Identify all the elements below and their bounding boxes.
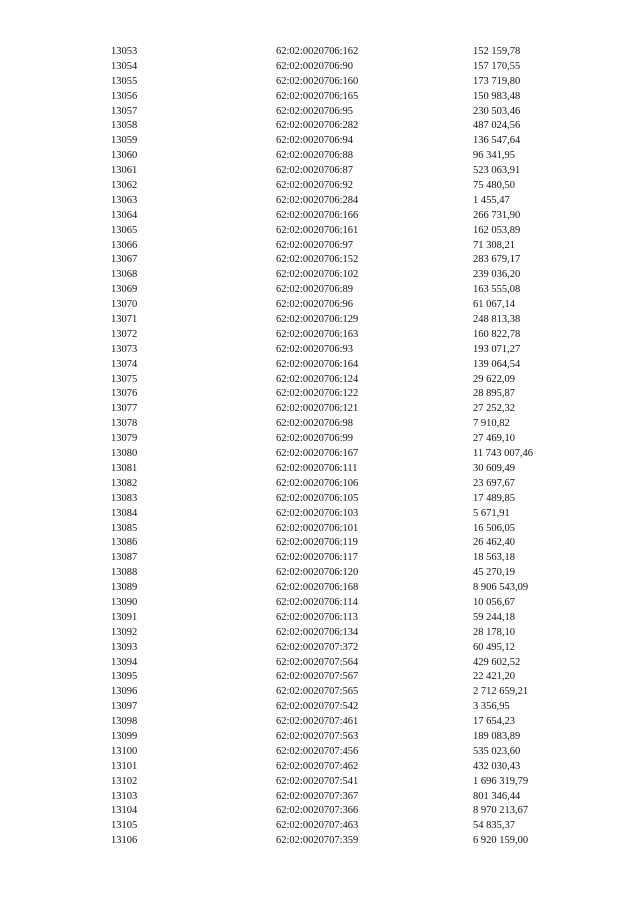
row-number: 13093	[111, 641, 138, 653]
row-number: 13102	[111, 775, 138, 787]
table-row	[0, 596, 640, 611]
row-number: 13060	[111, 150, 138, 162]
row-number: 13057	[111, 105, 138, 117]
row-number: 13090	[111, 596, 138, 608]
row-number: 13105	[111, 820, 138, 832]
cadastral-value: 163 555,08	[473, 284, 521, 296]
cadastral-value: 432 030,43	[473, 760, 521, 772]
table-row	[0, 775, 640, 790]
cadastral-number: 62:02:0020706:89	[276, 284, 354, 296]
cadastral-number: 62:02:0020707:372	[276, 641, 359, 653]
cadastral-number: 62:02:0020706:111	[276, 462, 358, 474]
table-row	[0, 253, 640, 268]
cadastral-number: 62:02:0020706:117	[276, 552, 358, 564]
row-number: 13058	[111, 120, 138, 132]
table-row	[0, 179, 640, 194]
cadastral-number: 62:02:0020706:103	[276, 507, 359, 519]
row-number: 13084	[111, 507, 138, 519]
table-row	[0, 492, 640, 507]
cadastral-value: 283 679,17	[473, 254, 521, 266]
table-row	[0, 477, 640, 492]
table-row	[0, 149, 640, 164]
row-number: 13067	[111, 254, 138, 266]
table-row	[0, 790, 640, 805]
cadastral-value: 29 622,09	[473, 373, 515, 385]
table-row	[0, 373, 640, 388]
cadastral-value: 17 489,85	[473, 492, 515, 504]
table-row	[0, 447, 640, 462]
cadastral-number: 62:02:0020706:284	[276, 194, 359, 206]
row-number: 13079	[111, 433, 138, 445]
table-row	[0, 164, 640, 179]
cadastral-number: 62:02:0020707:563	[276, 730, 359, 742]
table-row	[0, 239, 640, 254]
row-number: 13086	[111, 537, 138, 549]
cadastral-number: 62:02:0020706:167	[276, 448, 359, 460]
cadastral-value: 60 495,12	[473, 641, 515, 653]
row-number: 13074	[111, 358, 138, 370]
table-row	[0, 60, 640, 75]
row-number: 13054	[111, 60, 138, 72]
cadastral-value: 22 421,20	[473, 671, 515, 683]
table-row	[0, 670, 640, 685]
cadastral-value: 239 036,20	[473, 269, 521, 281]
table-row	[0, 313, 640, 328]
row-number: 13078	[111, 418, 138, 430]
cadastral-number: 62:02:0020707:367	[276, 790, 359, 802]
table-row	[0, 551, 640, 566]
table-row	[0, 387, 640, 402]
cadastral-number: 62:02:0020707:462	[276, 760, 359, 772]
cadastral-number: 62:02:0020706:122	[276, 388, 359, 400]
table-row	[0, 522, 640, 537]
row-number: 13100	[111, 745, 138, 757]
row-number: 13064	[111, 209, 138, 221]
cadastral-number: 62:02:0020706:164	[276, 358, 359, 370]
cadastral-value: 23 697,67	[473, 477, 515, 489]
cadastral-number: 62:02:0020706:90	[276, 60, 354, 72]
cadastral-value: 523 063,91	[473, 165, 521, 177]
table-row	[0, 656, 640, 671]
cadastral-number: 62:02:0020706:163	[276, 328, 359, 340]
table-row	[0, 119, 640, 134]
cadastral-value: 1 455,47	[473, 194, 510, 206]
row-number: 13095	[111, 671, 138, 683]
cadastral-number: 62:02:0020706:119	[276, 537, 358, 549]
cadastral-value: 26 462,40	[473, 537, 515, 549]
row-number: 13069	[111, 284, 138, 296]
table-row	[0, 343, 640, 358]
cadastral-number: 62:02:0020706:134	[276, 626, 359, 638]
cadastral-value: 193 071,27	[473, 343, 521, 355]
row-number: 13059	[111, 135, 138, 147]
table-row	[0, 45, 640, 60]
table-row	[0, 358, 640, 373]
row-number: 13083	[111, 492, 138, 504]
cadastral-value: 160 822,78	[473, 328, 521, 340]
table-row	[0, 209, 640, 224]
row-number: 13071	[111, 314, 138, 326]
table-row	[0, 760, 640, 775]
cadastral-value: 230 503,46	[473, 105, 521, 117]
cadastral-value: 162 053,89	[473, 224, 521, 236]
table-row	[0, 641, 640, 656]
table-row	[0, 715, 640, 730]
row-number: 13082	[111, 477, 138, 489]
cadastral-value: 11 743 007,46	[473, 448, 533, 460]
cadastral-value: 487 024,56	[473, 120, 521, 132]
cadastral-number: 62:02:0020706:102	[276, 269, 359, 281]
cadastral-number: 62:02:0020706:94	[276, 135, 354, 147]
cadastral-number: 62:02:0020706:93	[276, 343, 354, 355]
cadastral-value: 3 356,95	[473, 701, 510, 713]
cadastral-value: 136 547,64	[473, 135, 521, 147]
cadastral-value: 45 270,19	[473, 567, 515, 579]
cadastral-number: 62:02:0020706:121	[276, 403, 359, 415]
row-number: 13092	[111, 626, 138, 638]
row-number: 13073	[111, 343, 138, 355]
row-number: 13091	[111, 611, 138, 623]
cadastral-value: 189 083,89	[473, 730, 521, 742]
cadastral-number: 62:02:0020707:541	[276, 775, 359, 787]
cadastral-number: 62:02:0020706:106	[276, 477, 359, 489]
row-number: 13065	[111, 224, 138, 236]
row-number: 13080	[111, 448, 138, 460]
cadastral-value: 59 244,18	[473, 611, 515, 623]
cadastral-number: 62:02:0020706:113	[276, 611, 358, 623]
cadastral-value: 96 341,95	[473, 150, 515, 162]
cadastral-number: 62:02:0020706:99	[276, 433, 354, 445]
cadastral-number: 62:02:0020707:359	[276, 835, 359, 847]
cadastral-number: 62:02:0020706:282	[276, 120, 359, 132]
cadastral-number: 62:02:0020706:124	[276, 373, 359, 385]
cadastral-value: 54 835,37	[473, 820, 515, 832]
table-row	[0, 685, 640, 700]
cadastral-value: 7 910,82	[473, 418, 510, 430]
cadastral-value: 157 170,55	[473, 60, 521, 72]
row-number: 13099	[111, 730, 138, 742]
table-row	[0, 462, 640, 477]
row-number: 13103	[111, 790, 138, 802]
row-number: 13061	[111, 165, 138, 177]
cadastral-value: 535 023,60	[473, 745, 521, 757]
cadastral-value: 5 671,91	[473, 507, 510, 519]
row-number: 13085	[111, 522, 138, 534]
cadastral-value: 248 813,38	[473, 314, 521, 326]
cadastral-number: 62:02:0020707:564	[276, 656, 359, 668]
row-number: 13056	[111, 90, 138, 102]
row-number: 13097	[111, 701, 138, 713]
cadastral-value: 71 308,21	[473, 239, 515, 251]
row-number: 13053	[111, 46, 138, 57]
cadastral-value: 61 067,14	[473, 299, 515, 311]
cadastral-number: 62:02:0020706:120	[276, 567, 359, 579]
row-number: 13096	[111, 686, 138, 698]
cadastral-number: 62:02:0020706:165	[276, 90, 359, 102]
row-number: 13077	[111, 403, 138, 415]
cadastral-value: 152 159,78	[473, 46, 521, 57]
cadastral-number: 62:02:0020707:463	[276, 820, 359, 832]
cadastral-value: 139 064,54	[473, 358, 521, 370]
cadastral-number: 62:02:0020707:542	[276, 701, 359, 713]
table-row	[0, 268, 640, 283]
cadastral-number: 62:02:0020706:92	[276, 180, 354, 192]
row-number: 13101	[111, 760, 138, 772]
cadastral-value: 6 920 159,00	[473, 835, 529, 847]
table-row	[0, 566, 640, 581]
cadastral-value: 27 252,32	[473, 403, 515, 415]
row-number: 13068	[111, 269, 138, 281]
cadastral-value: 8 906 543,09	[473, 582, 529, 594]
table-row	[0, 834, 640, 849]
cadastral-value: 30 609,49	[473, 462, 515, 474]
table-row	[0, 90, 640, 105]
table-row	[0, 432, 640, 447]
cadastral-value-table	[0, 45, 640, 849]
cadastral-number: 62:02:0020706:114	[276, 596, 358, 608]
table-row	[0, 298, 640, 313]
table-row	[0, 626, 640, 641]
cadastral-number: 62:02:0020706:105	[276, 492, 359, 504]
row-number: 13055	[111, 75, 138, 87]
cadastral-value: 18 563,18	[473, 552, 515, 564]
cadastral-value: 28 178,10	[473, 626, 515, 638]
cadastral-value: 150 983,48	[473, 90, 521, 102]
cadastral-value: 266 731,90	[473, 209, 521, 221]
cadastral-value: 17 654,23	[473, 716, 515, 728]
cadastral-number: 62:02:0020706:96	[276, 299, 354, 311]
row-number: 13076	[111, 388, 138, 400]
row-number: 13098	[111, 716, 138, 728]
table-row	[0, 819, 640, 834]
table-row	[0, 700, 640, 715]
cadastral-value: 173 719,80	[473, 75, 521, 87]
table-row	[0, 804, 640, 819]
row-number: 13094	[111, 656, 138, 668]
row-number: 13063	[111, 194, 138, 206]
cadastral-value: 16 506,05	[473, 522, 515, 534]
cadastral-value: 27 469,10	[473, 433, 515, 445]
cadastral-number: 62:02:0020706:129	[276, 314, 359, 326]
row-number: 13075	[111, 373, 138, 385]
row-number: 13106	[111, 835, 138, 847]
table-row	[0, 328, 640, 343]
cadastral-number: 62:02:0020706:160	[276, 75, 359, 87]
cadastral-number: 62:02:0020706:161	[276, 224, 359, 236]
cadastral-value: 801 346,44	[473, 790, 521, 802]
table-row	[0, 402, 640, 417]
cadastral-value: 10 056,67	[473, 596, 515, 608]
cadastral-number: 62:02:0020706:87	[276, 165, 354, 177]
cadastral-number: 62:02:0020706:97	[276, 239, 354, 251]
table-row	[0, 581, 640, 596]
table-row	[0, 283, 640, 298]
cadastral-number: 62:02:0020706:95	[276, 105, 354, 117]
cadastral-number: 62:02:0020707:461	[276, 716, 359, 728]
row-number: 13066	[111, 239, 138, 251]
row-number: 13087	[111, 552, 138, 564]
cadastral-value: 8 970 213,67	[473, 805, 529, 817]
cadastral-number: 62:02:0020706:101	[276, 522, 359, 534]
table-row	[0, 745, 640, 760]
cadastral-value: 1 696 319,79	[473, 775, 529, 787]
cadastral-number: 62:02:0020706:166	[276, 209, 359, 221]
table-row	[0, 536, 640, 551]
row-number: 13081	[111, 462, 138, 474]
cadastral-value: 75 480,50	[473, 180, 515, 192]
row-number: 13072	[111, 328, 138, 340]
table-row	[0, 224, 640, 239]
cadastral-number: 62:02:0020706:152	[276, 254, 359, 266]
table-row	[0, 105, 640, 120]
table-row	[0, 730, 640, 745]
table-row	[0, 75, 640, 90]
table-row	[0, 134, 640, 149]
cadastral-number: 62:02:0020707:567	[276, 671, 359, 683]
cadastral-number: 62:02:0020706:98	[276, 418, 354, 430]
row-number: 13088	[111, 567, 138, 579]
table-row	[0, 417, 640, 432]
table-row	[0, 194, 640, 209]
row-number: 13070	[111, 299, 138, 311]
cadastral-value: 2 712 659,21	[473, 686, 529, 698]
cadastral-number: 62:02:0020706:168	[276, 582, 359, 594]
cadastral-number: 62:02:0020706:88	[276, 150, 354, 162]
table-row	[0, 507, 640, 522]
cadastral-number: 62:02:0020707:366	[276, 805, 359, 817]
cadastral-number: 62:02:0020707:456	[276, 745, 359, 757]
row-number: 13104	[111, 805, 138, 817]
cadastral-number: 62:02:0020707:565	[276, 686, 359, 698]
table-row	[0, 611, 640, 626]
cadastral-value: 429 602,52	[473, 656, 521, 668]
row-number: 13089	[111, 582, 138, 594]
cadastral-value: 28 895,87	[473, 388, 515, 400]
cadastral-number: 62:02:0020706:162	[276, 46, 359, 57]
row-number: 13062	[111, 180, 138, 192]
